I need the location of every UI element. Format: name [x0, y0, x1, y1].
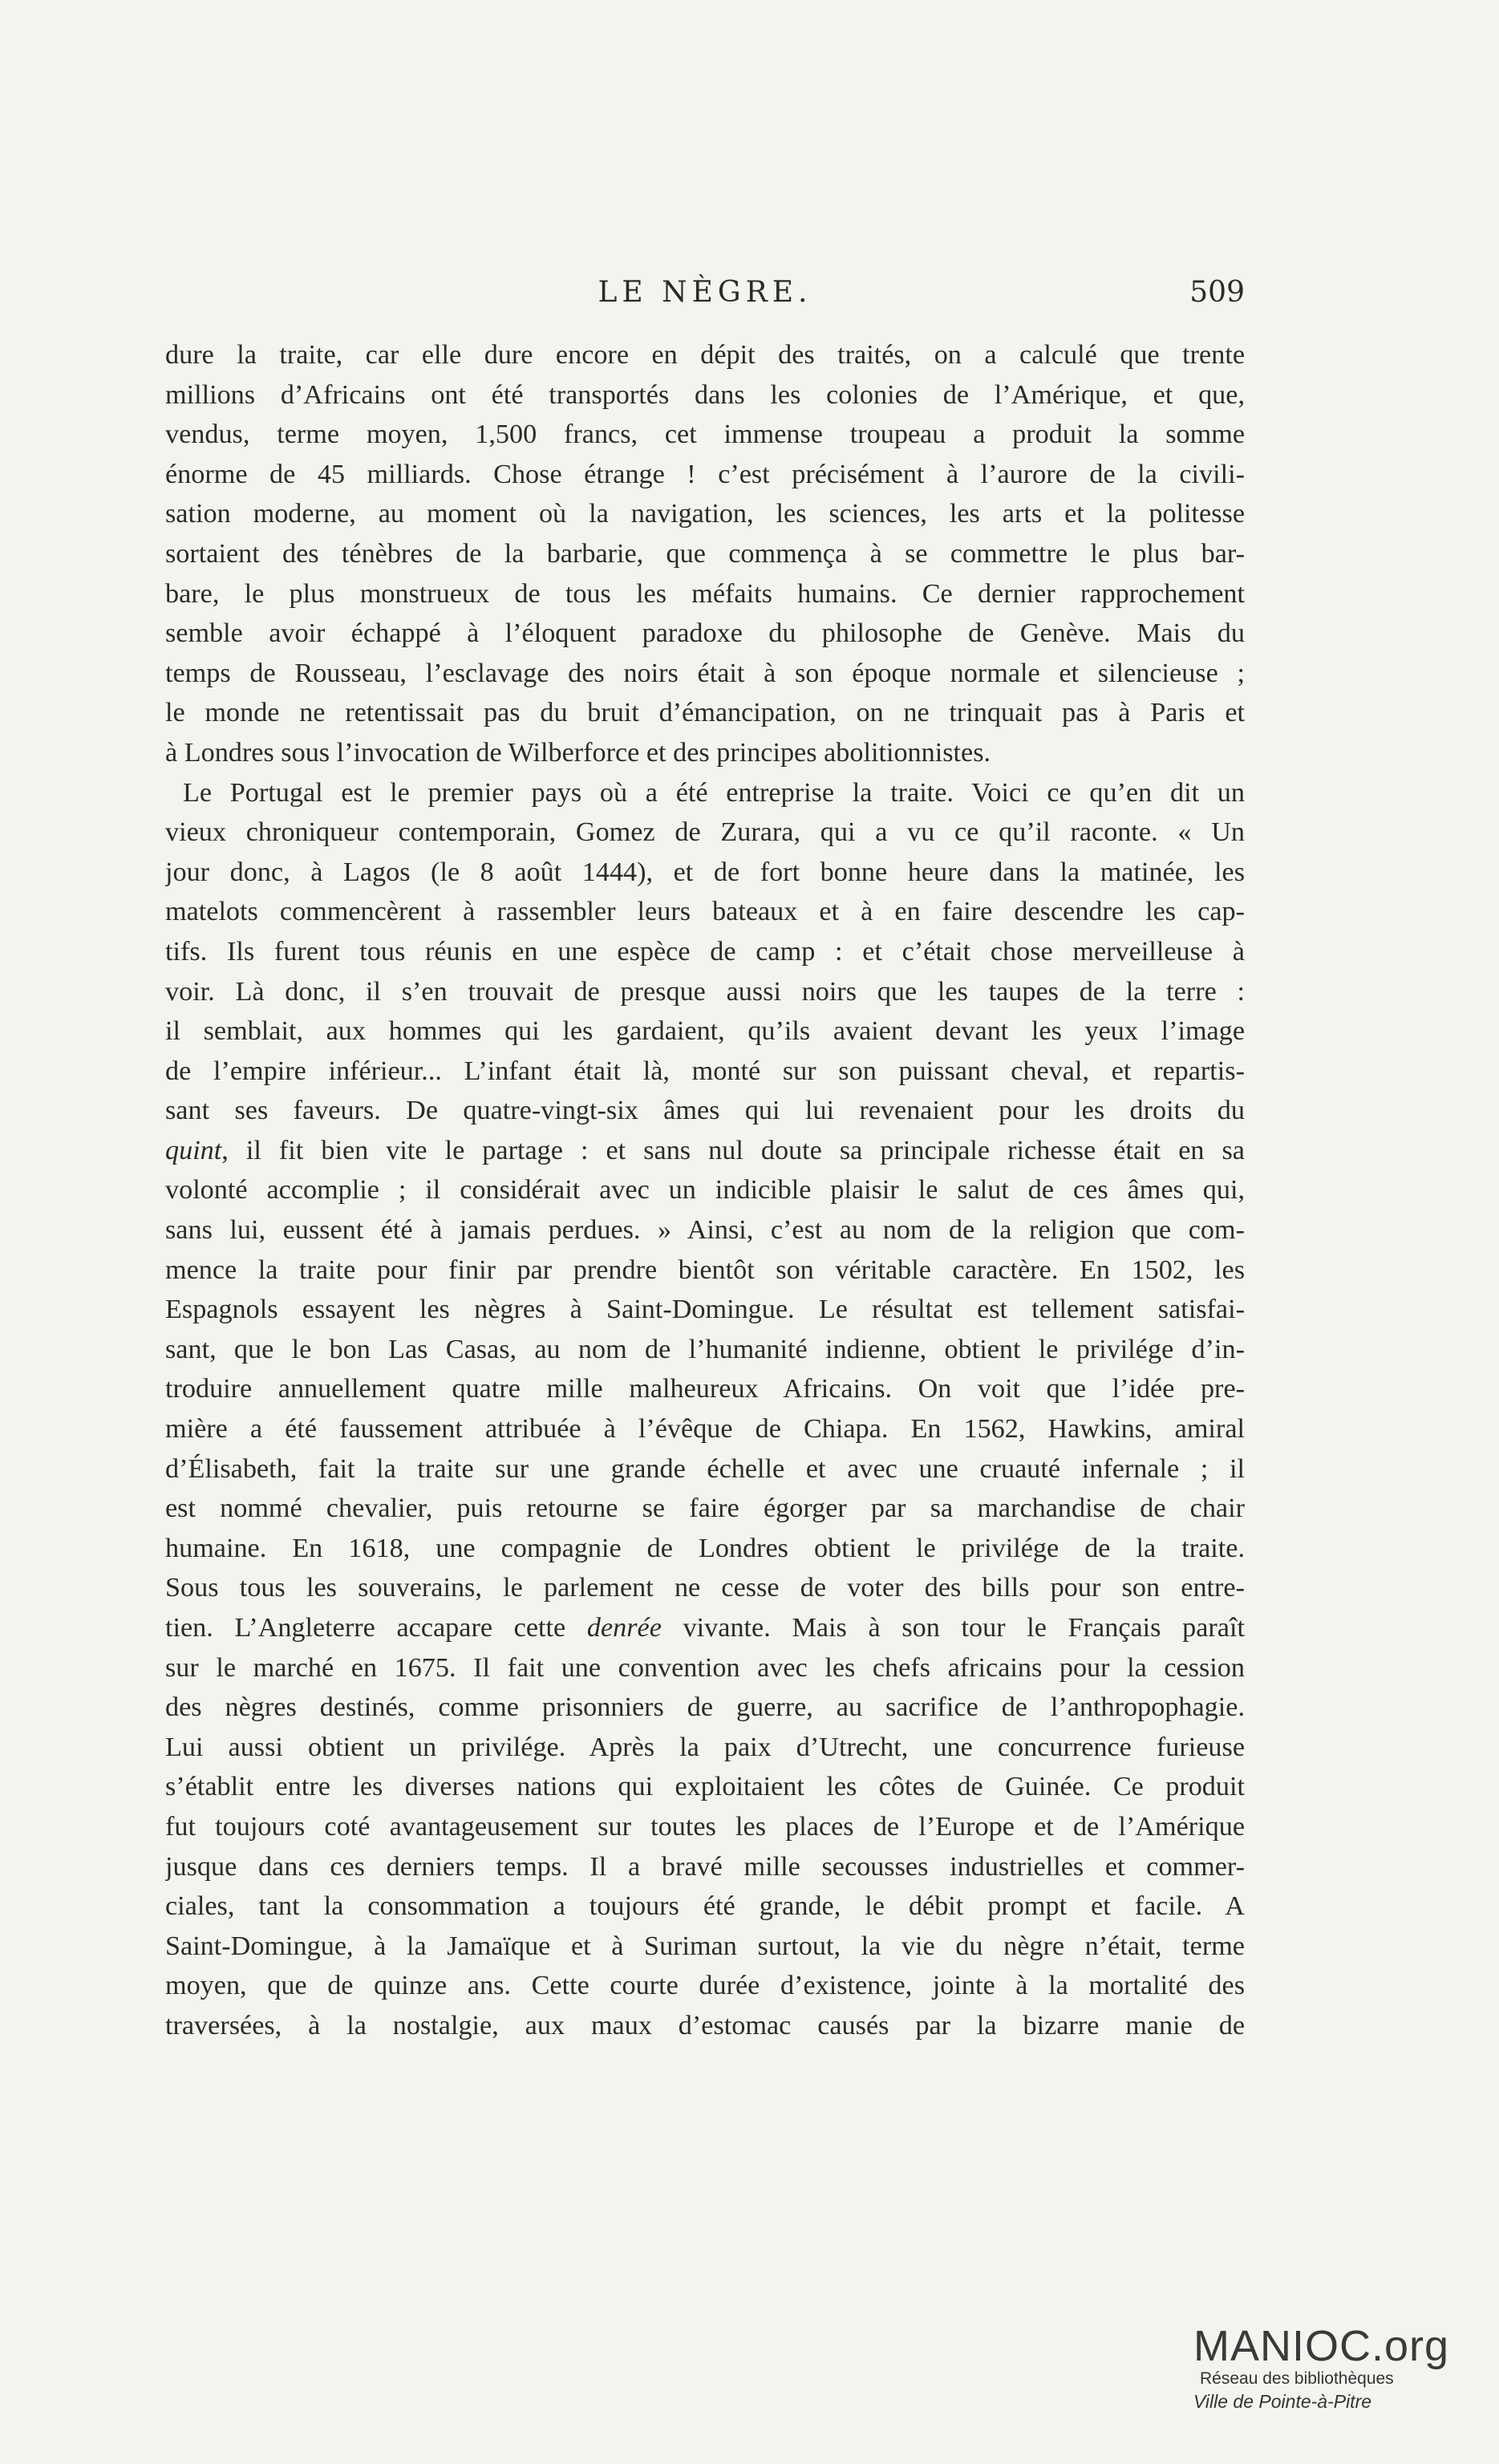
watermark-line1: Réseau des bibliothèques: [1200, 2369, 1394, 2388]
text-line: s’établit entre les diverses nations qui exploitaient les côtes de Guinée. Ce produit: [165, 1772, 1245, 1802]
text-line: jusque dans ces derniers temps. Il a bravé mille secousses industrielles et commer-: [165, 1851, 1245, 1882]
watermark-brand: MANIOC.org: [1193, 2322, 1450, 2370]
text-line: vendus, terme moyen, 1,500 francs, cet immense troupeau a produit la somme: [165, 419, 1245, 450]
body-text: [165, 335, 1245, 2046]
text-line: énorme de 45 milliards. Chose étrange ! c’est précisément à l’aurore de la civili-: [165, 459, 1245, 489]
text-line: volonté accomplie ; il considérait avec un indicible plaisir le salut de ces âmes qui,: [165, 1175, 1245, 1206]
text-line: le monde ne retentissait pas du bruit d’émancipation, on ne trinquait pas à Paris et: [165, 698, 1245, 728]
text-line: de l’empire inférieur... L’infant était là, monté sur son puissant cheval, et repartis-: [165, 1056, 1245, 1086]
text-line: des nègres destinés, comme prisonniers de guerre, au sacrifice de l’anthropophagie.: [165, 1692, 1245, 1723]
text-line: sans lui, eussent été à jamais perdues. » Ainsi, c’est au nom de la religion que com-: [165, 1215, 1245, 1246]
text-line: millions d’Africains ont été transportés dans les colonies de l’Amérique, et que,: [165, 379, 1245, 410]
text-line: mence la traite pour finir par prendre bientôt son véritable caractère. En 1502, les: [165, 1254, 1245, 1285]
text-line: à Londres sous l’invocation de Wilberforce et des principes abolitionnistes.: [165, 737, 991, 768]
text-line: fut toujours coté avantageusement sur toutes les places de l’Europe et de l’Amérique: [165, 1811, 1245, 1842]
text-line: dure la traite, car elle dure encore en dépit des traités, on a calculé que trente: [165, 340, 1245, 370]
text-line: Saint-Domingue, à la Jamaïque et à Suriman surtout, la vie du nègre n’était, terme: [165, 1931, 1245, 1961]
text-line: il semblait, aux hommes qui les gardaient, qu’ils avaient devant les yeux l’image: [165, 1016, 1245, 1047]
page-number: 509: [1189, 276, 1245, 309]
text-line: bare, le plus monstrueux de tous les méfaits humains. Ce dernier rapprochement: [165, 578, 1245, 609]
text-line: est nommé chevalier, puis retourne se faire égorger par sa marchandise de chair: [165, 1493, 1245, 1524]
text-line: ciales, tant la consommation a toujours été grande, le débit prompt et facile. A: [165, 1891, 1245, 1922]
running-title: LE NÈGRE.: [598, 276, 812, 309]
text-line: matelots commencèrent à rassembler leurs bateaux et à en faire descendre les cap-: [165, 897, 1245, 927]
text-line: d’Élisabeth, fait la traite sur une grande échelle et avec une cruauté infernale ; il: [165, 1453, 1245, 1484]
text-line: sur le marché en 1675. Il fait une convention avec les chefs africains pour la cession: [165, 1652, 1245, 1683]
text-line: Sous tous les souverains, le parlement ne cesse de voter des bills pour son entre-: [165, 1573, 1245, 1603]
text-line: Le Portugal est le premier pays où a été entreprise la traite. Voici ce qu’en dit un: [183, 777, 1245, 808]
text-line: tifs. Ils furent tous réunis en une espèce de camp : et c’était chose merveilleuse à: [165, 936, 1245, 967]
running-header: [165, 276, 1245, 321]
watermark-line2: Ville de Pointe-à-Pitre: [1193, 2391, 1372, 2412]
text-line: temps de Rousseau, l’esclavage des noirs était à son époque normale et silencieuse ;: [165, 658, 1245, 688]
watermark-logo: [1193, 2322, 1466, 2412]
text-line: jour donc, à Lagos (le 8 août 1444), et de fort bonne heure dans la matinée, les: [165, 857, 1245, 887]
text-line: Espagnols essayent les nègres à Saint-Domingue. Le résultat est tellement satisfai-: [165, 1295, 1245, 1325]
text-line: vieux chroniqueur contemporain, Gomez de Zurara, qui a vu ce qu’il raconte. « Un: [165, 817, 1245, 848]
text-line: quint, il fit bien vite le partage : et sans nul doute sa principale richesse était en sa: [165, 1135, 1245, 1165]
text-line: Lui aussi obtient un privilége. Après la paix d’Utrecht, une concurrence furieuse: [165, 1732, 1245, 1762]
text-line: moyen, que de quinze ans. Cette courte durée d’existence, jointe à la mortalité des: [165, 1971, 1245, 2001]
text-line: tien. L’Angleterre accapare cette denrée vivante. Mais à son tour le Français paraît: [165, 1613, 1245, 1643]
text-line: sation moderne, au moment où la navigation, les sciences, les arts et la politesse: [165, 499, 1245, 529]
text-line: mière a été faussement attribuée à l’évêque de Chiapa. En 1562, Hawkins, amiral: [165, 1414, 1245, 1445]
text-line: semble avoir échappé à l’éloquent paradoxe du philosophe de Genève. Mais du: [165, 618, 1245, 649]
text-line: sant ses faveurs. De quatre-vingt-six âmes qui lui revenaient pour les droits du: [165, 1096, 1245, 1126]
text-line: troduire annuellement quatre mille malheureux Africains. On voit que l’idée pre-: [165, 1374, 1245, 1404]
text-line: voir. Là donc, il s’en trouvait de presque aussi noirs que les taupes de la terre :: [165, 976, 1245, 1007]
text-line: sant, que le bon Las Casas, au nom de l’humanité indienne, obtient le privilége d’in-: [165, 1334, 1245, 1364]
text-line: humaine. En 1618, une compagnie de Londres obtient le privilége de la traite.: [165, 1533, 1245, 1563]
text-line: traversées, à la nostalgie, aux maux d’estomac causés par la bizarre manie de: [165, 2010, 1245, 2040]
text-line: sortaient des ténèbres de la barbarie, que commença à se commettre le plus bar-: [165, 538, 1245, 569]
